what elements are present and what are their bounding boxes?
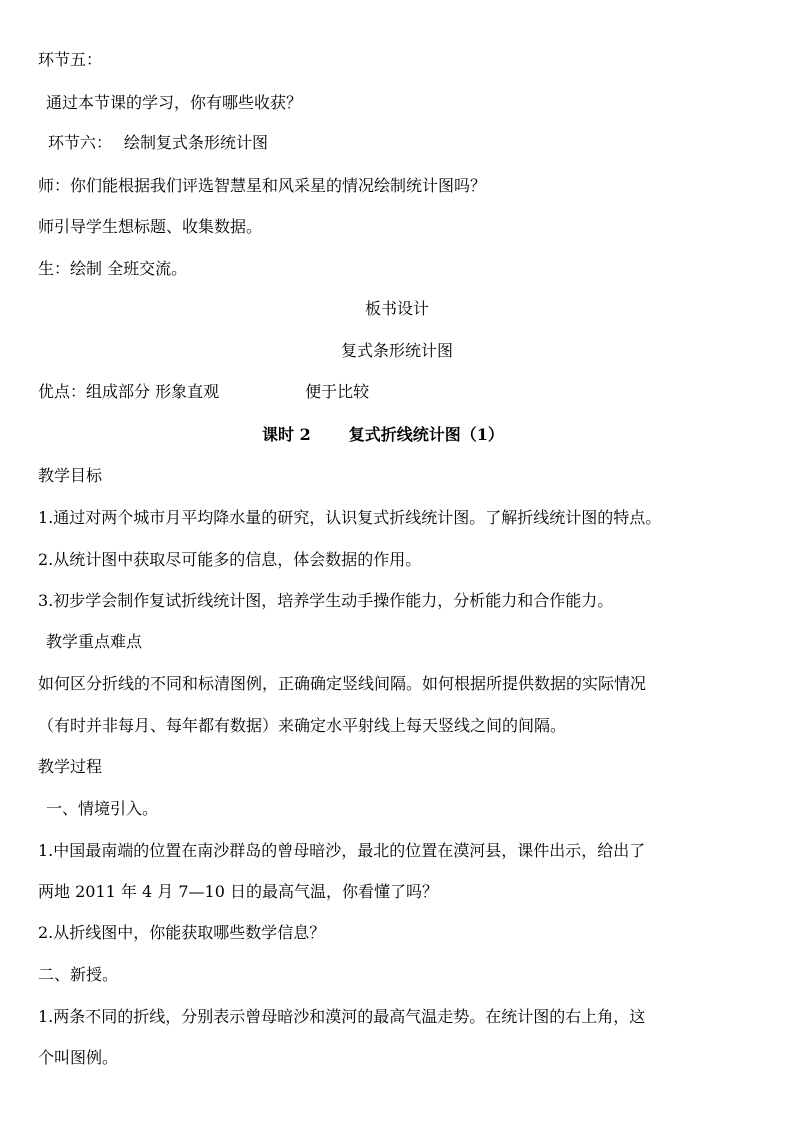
- list-item: 1.通过对两个城市月平均降水量的研究，认识复式折线统计图。了解折线统计图的特点。: [38, 508, 662, 527]
- board-design-points: [38, 381, 768, 403]
- subsection-heading: 二、新授。: [38, 965, 119, 984]
- section-heading: 教学重点难点: [46, 632, 143, 651]
- paragraph: 通过本节课的学习，你有哪些收获？: [46, 93, 303, 112]
- lesson-number: 课时 2: [262, 425, 311, 444]
- paragraph: 生：绘制 全班交流。: [38, 259, 188, 278]
- section-heading-6-title: 绘制复式条形统计图: [124, 133, 269, 152]
- paragraph: （有时并非每月、每年都有数据）来确定水平射线上每天竖线之间的间隔。: [38, 716, 567, 735]
- section-heading: 教学目标: [38, 466, 103, 485]
- paragraph: 如何区分折线的不同和标清图例，正确确定竖线间隔。如何根据所提供数据的实际情况: [38, 674, 647, 693]
- list-item: 1.中国最南端的位置在南沙群岛的曾母暗沙，最北的位置在漠河县，课件出示，给出了: [38, 841, 646, 860]
- points-right: 便于比较: [305, 382, 370, 401]
- section-heading-5: 环节五：: [38, 50, 103, 69]
- list-item: 1.两条不同的折线，分别表示曾母暗沙和漠河的最高气温走势。在统计图的右上角，这: [38, 1007, 646, 1026]
- points-left: 优点：组成部分 形象直观: [38, 382, 220, 401]
- section-heading: 教学过程: [38, 757, 103, 776]
- board-design-title: 板书设计: [364, 299, 429, 318]
- board-design-subtitle: 复式条形统计图: [340, 341, 453, 360]
- list-item: 2.从折线图中，你能获取哪些数学信息？: [38, 923, 326, 942]
- list-item: 2.从统计图中获取尽可能多的信息，体会数据的作用。: [38, 550, 422, 569]
- subsection-heading: 一、情境引入。: [46, 799, 159, 818]
- list-item: 3.初步学会制作复试折线统计图，培养学生动手操作能力，分析能力和合作能力。: [38, 591, 614, 610]
- lesson-name: 复式折线统计图（1）: [348, 425, 504, 444]
- paragraph: 个叫图例。: [38, 1048, 119, 1067]
- paragraph: 师引导学生想标题、收集数据。: [38, 217, 263, 236]
- paragraph: 两地 2011 年 4 月 7—10 日的最高气温，你看懂了吗？: [38, 882, 438, 901]
- lesson-title: [262, 424, 662, 446]
- section-heading-6-label: 环节六：: [48, 133, 113, 152]
- section-heading-6: [48, 132, 778, 154]
- paragraph: 师：你们能根据我们评选智慧星和风采星的情况绘制统计图吗？: [38, 176, 487, 195]
